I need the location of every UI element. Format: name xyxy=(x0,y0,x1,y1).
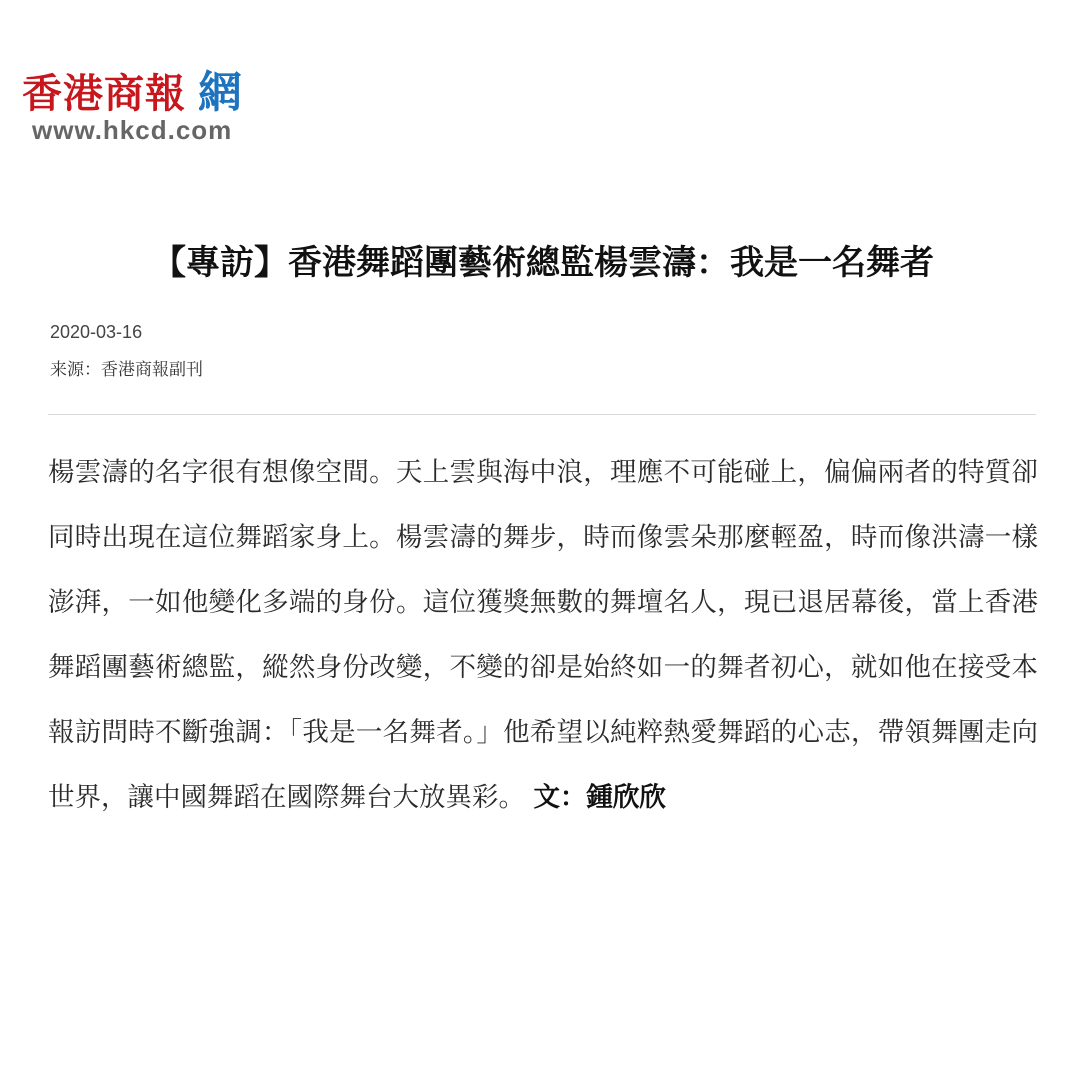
divider xyxy=(48,414,1036,415)
logo-url: www.hkcd.com xyxy=(32,115,233,145)
article-body-text: 楊雲濤的名字很有想像空間。天上雲與海中浪，理應不可能碰上，偏偏兩者的特質卻同時出現在這位舞蹈家身上。楊雲濤的舞步，時而像雲朵那麼輕盈，時而像洪濤一樣澎湃，一如他變化多端的身份。這位獲獎無數的舞壇名人，現已退居幕後，當上香港舞蹈團藝術總監，縱然身份改變，不變的卻是始終如一的舞者初心，就如他在接受本報訪問時不斷強調：「我是一名舞者。」他希望以純粹熱愛舞蹈的心志，帶領舞團走向世界，讓中國舞蹈在國際舞台大放異彩。 xyxy=(48,457,1038,813)
article-body xyxy=(48,440,1038,830)
logo-chinese-name: 香港商報 xyxy=(22,70,186,117)
site-logo[interactable] xyxy=(22,67,282,150)
article-source: 来源：香港商報副刊 xyxy=(50,360,203,380)
article-title: 【專訪】香港舞蹈團藝術總監楊雲濤：我是一名舞者 xyxy=(152,243,934,283)
article-date: 2020-03-16 xyxy=(50,322,143,342)
logo-net-char: 網 xyxy=(198,67,242,118)
article-byline: 文：鍾欣欣 xyxy=(533,782,666,813)
